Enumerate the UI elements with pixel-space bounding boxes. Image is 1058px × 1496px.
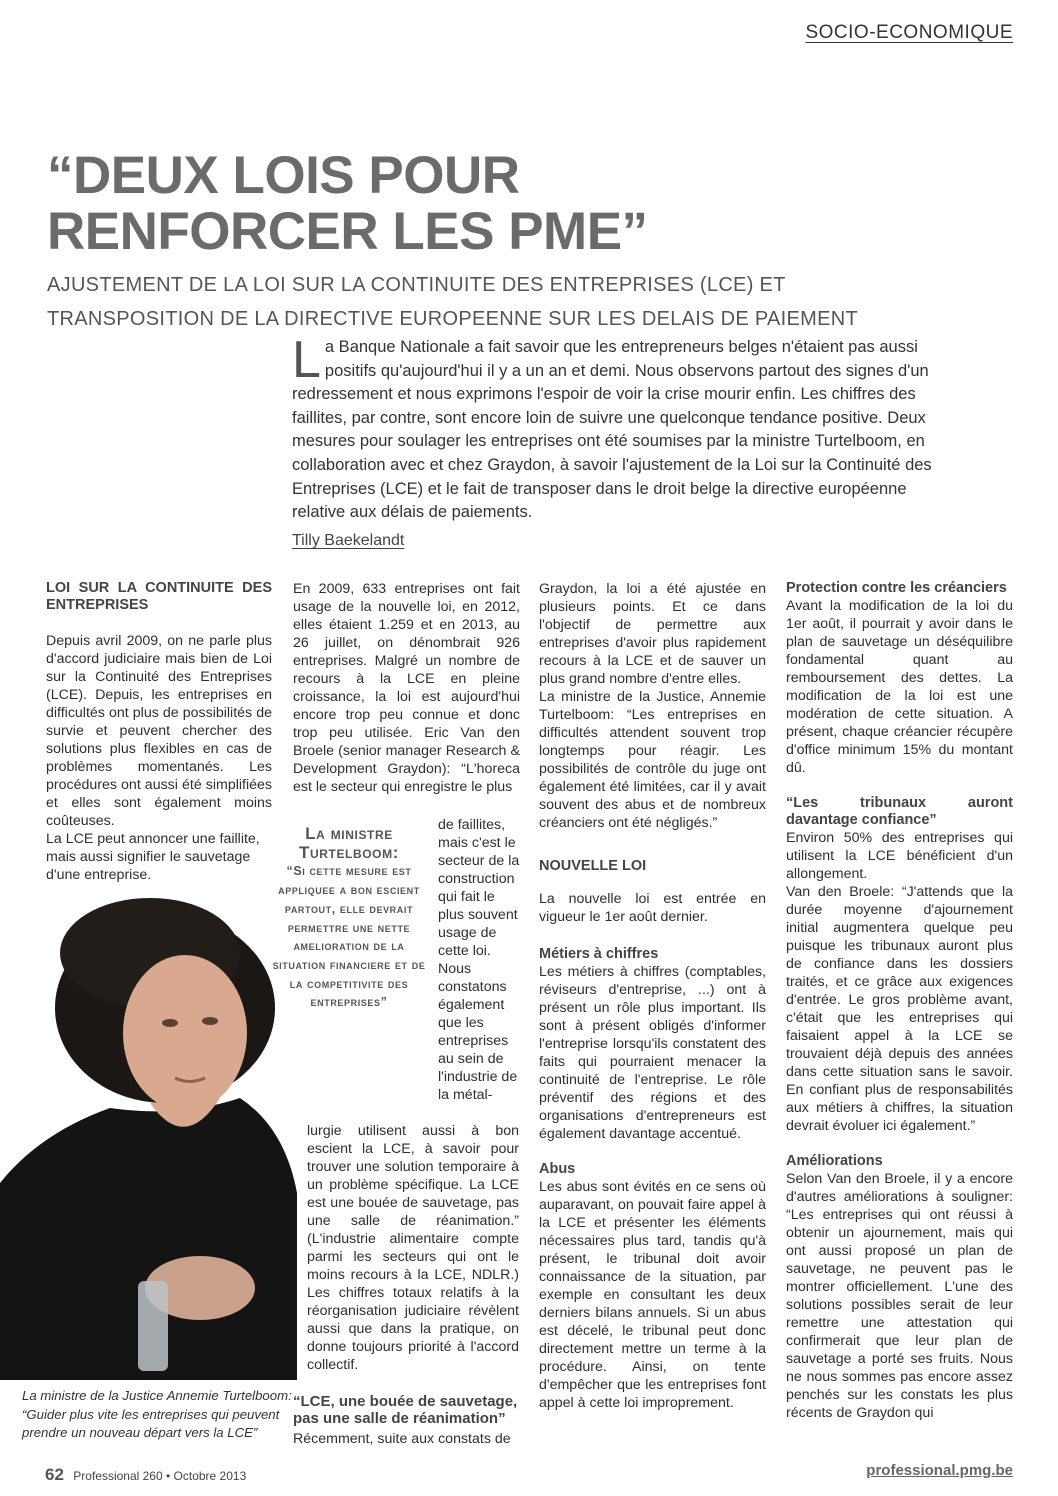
title-line-1: “DEUX LOIS POUR xyxy=(47,146,520,205)
pull-quote xyxy=(268,825,430,1012)
quote-line-2: Turtelboom: xyxy=(299,842,399,862)
article-subtitle xyxy=(47,268,1047,336)
col4-subheading-ameliorations: Améliorations xyxy=(786,1153,883,1169)
column-2-lower xyxy=(307,1122,519,1374)
col2-subheading: “LCE, une bouée de sauvetage, pas une salle de réanimation” xyxy=(293,1393,518,1427)
issue-info: Professional 260 • Octobre 2013 xyxy=(73,1469,247,1483)
portrait-illustration xyxy=(0,893,297,1380)
col3-paragraph-1: Graydon, la loi a été ajustée en plusieurs points. Et ce dans l'objectif de permettre aux entreprises d'avoir plus rapidement recours à la LCE et de sauver un plus grand nombre d'entre elles. xyxy=(539,581,766,687)
column-3 xyxy=(539,580,766,1412)
column-1 xyxy=(46,580,272,884)
col3-paragraph-4: Les métiers à chiffres (comptables, réviseurs d'entreprise, ...) ont à présent un rôle plus important. Ils sont à présent obligés d'informer l'entreprise lorsqu'ils constatent des faits qui pourraient menacer la continuité de l'entreprise. Le rôle préventif des régions et des organisations d'entrepreneurs est également davantage accentué. xyxy=(539,964,766,1142)
col4-paragraph-1: Avant la modification de la loi du 1er août, il pourrait y avoir dans le plan de sauvetage un déséquilibre fondamental quant au remboursement des dettes. La modification de la loi est une modération de cette situation. A présent, chaque créancier récupère d'office minimum 15% du montant dû. xyxy=(786,598,1013,776)
column-4 xyxy=(786,580,1013,1422)
title-line-2: RENFORCER LES PME” xyxy=(47,202,648,261)
lead-text: a Banque Nationale a fait savoir que les entrepreneurs belges n'étaient pas aussi positifs qu'aujourd'hui il y a un an et demi. Nous observons partout des signes d'un redressement et nous exprimons l'espoir de voir la crise mourir enfin. Les chiffres des faillites, par contre, sont encore loin de suivre une quelconque tendance positive. Deux mesures pour soulager les entreprises ont été soumises par la ministre Turtelboom, en collaboration avec et chez Graydon, à savoir l'ajustement de la Loi sur la Continuité des Entreprises (LCE) et le fait de transposer dans le droit belge la directive européenne relative aux délais de paiements. xyxy=(292,338,932,522)
footer-site-link[interactable]: professional.pmg.be xyxy=(866,1462,1013,1479)
col4-subheading-tribunaux: “Les tribunaux auront davantage confiance” xyxy=(786,795,1013,828)
col3-subheading-abus: Abus xyxy=(539,1161,576,1177)
col3-paragraph-5: Les abus sont évités en ce sens où auparavant, on pouvait faire appel à la LCE et présenter les éléments nécessaires plus tard, tandis qu'à présent, le tribunal doit avoir connaissance de la situation, par exemple en consultant les deux derniers bilans annuels. Si un abus est décelé, le tribunal peut donc directement mettre un terme à la procédure. Ainsi, on tente d'empêcher que les entreprises font appel à cette loi improprement. xyxy=(539,1179,766,1411)
col3-paragraph-3: La nouvelle loi est entrée en vigueur le 1er août dernier. xyxy=(539,891,766,925)
author-name: Tilly Baekelandt xyxy=(292,532,405,549)
col2-paragraph-1: En 2009, 633 entreprises ont fait usage de la nouvelle loi, en 2012, elles étaient 1.259 et en 2013, au 26 juillet, on dénombrait 926 entreprises. Malgré un nombre de recours à la LCE en pleine croissance, la loi est aujourd'hui encore trop peu connue et donc trop peu utilisée. Eric Van den Broele (senior manager Research & Development Graydon): “L'horeca est le secteur qui enregistre le plus xyxy=(293,581,520,795)
col2-paragraph-3: Récemment, suite aux constats de xyxy=(293,1431,511,1447)
article-title xyxy=(47,148,747,260)
col1-paragraph-2: La LCE peut annoncer une faillite, mais aussi signifier le sauvetage d'une entreprise. xyxy=(46,831,260,883)
photo-caption: La ministre de la Justice Annemie Turtelboom: “Guider plus vite les entreprises qui peuvent prendre un nouveau départ vers la LCE” xyxy=(22,1388,292,1440)
column-2-top xyxy=(293,580,520,796)
col4-paragraph-4: Selon Van den Broele, il y a encore d'autres améliorations à souligner: “Les entreprises qui ont réussi à obtenir un ajournement, mais qui ont aussi proposé un plan de sauvetage, ne peuvent pas le montrer officiellement. L'une des solutions possibles serait de leur remettre une attestation qui confirmerait que leur plan de sauvetage a porté ses fruits. Nous ne nous sommes pas encore assez penchés sur les constats les plus récents de Graydon qui xyxy=(786,1171,1013,1421)
section-tag: SOCIO-ECONOMIQUE xyxy=(805,22,1013,43)
col3-subheading-metiers: Métiers à chiffres xyxy=(539,946,659,962)
quote-line-1: La ministre xyxy=(305,824,393,843)
drop-cap: L xyxy=(292,331,321,389)
col4-subheading-protection: Protection contre les créanciers xyxy=(786,580,1007,596)
minister-photo xyxy=(0,893,297,1380)
col2-paragraph-2: lurgie utilisent aussi à bon escient la LCE, à savoir pour trouver une solution temporaire à un problème spécifique. La LCE est une bouée de sauvetage, pas une salle de réanimation.” (L'industrie alimentaire compte parmi les secteurs qui ont le moins recours à la LCE, NDLR.) Les chiffres totaux relatifs à la réorganisation judiciaire révèlent aussi que dans la pratique, on donne toujours priorité à l'accord collectif. xyxy=(307,1123,519,1373)
subtitle-line-2: TRANSPOSITION DE LA DIRECTIVE EUROPEENNE SUR LES DELAIS DE PAIEMENT xyxy=(47,308,859,330)
footer-issue xyxy=(45,1465,246,1485)
quote-text: “Si cette mesure est appliquee a bon escient partout, elle devrait permettre une nette amelioration de la situation financiere et de la competitivite des entreprises” xyxy=(272,864,426,1010)
col4-paragraph-2: Environ 50% des entreprises qui utilisent la LCE bénéficient d'un allongement. xyxy=(786,830,1013,882)
col1-paragraph-1: Depuis avril 2009, on ne parle plus d'accord judiciaire mais bien de Loi sur la Continuité des Entreprises (LCE). Depuis, les entreprises en difficultés ont plus de possibilités de survie et peuvent chercher des solutions plus flexibles en cas de problèmes momentanés. Les procédures ont aussi été simplifiées et elles sont également moins coûteuses. xyxy=(46,633,272,829)
page-number: 62 xyxy=(45,1465,64,1484)
column-2-narrow xyxy=(438,816,520,1104)
section-heading-nouvelle-loi: NOUVELLE LOI xyxy=(539,858,647,874)
col2-narrow-text: de faillites, mais c'est le secteur de la construction qui fait le plus souvent usage de cette loi. Nous constatons également que les entreprises au sein de l'industrie de la métal- xyxy=(438,817,520,1103)
section-heading-lce: LOI SUR LA CONTINUITE DES ENTREPRISES xyxy=(46,580,272,613)
col4-paragraph-3: Van den Broele: “J'attends que la durée moyenne d'ajournement initial augmentera quelque peu puisque les tribunaux auront plus de confiance dans les dossiers traités, et ce grâce aux exigences d'entrée. Le gros problème avant, c'était que les entreprises qui faisaient appel à la LCE se trouvaient déjà depuis des années dans cette situation sans le savoir. En confiant plus de responsabilités aux métiers à chiffres, la situation devrait évoluer ici également.” xyxy=(786,884,1013,1134)
lead-paragraph xyxy=(292,331,932,525)
col3-paragraph-2: La ministre de la Justice, Annemie Turtelboom: “Les entreprises en difficultés attendent souvent trop longtemps pour réagir. Les possibilités de contrôle du juge ont également été limitées, car il y avait souvent des abus et de nombreux créanciers ont été négligés.” xyxy=(539,689,766,831)
subtitle-line-1: AJUSTEMENT DE LA LOI SUR LA CONTINUITE DES ENTREPRISES (LCE) ET xyxy=(47,274,786,296)
